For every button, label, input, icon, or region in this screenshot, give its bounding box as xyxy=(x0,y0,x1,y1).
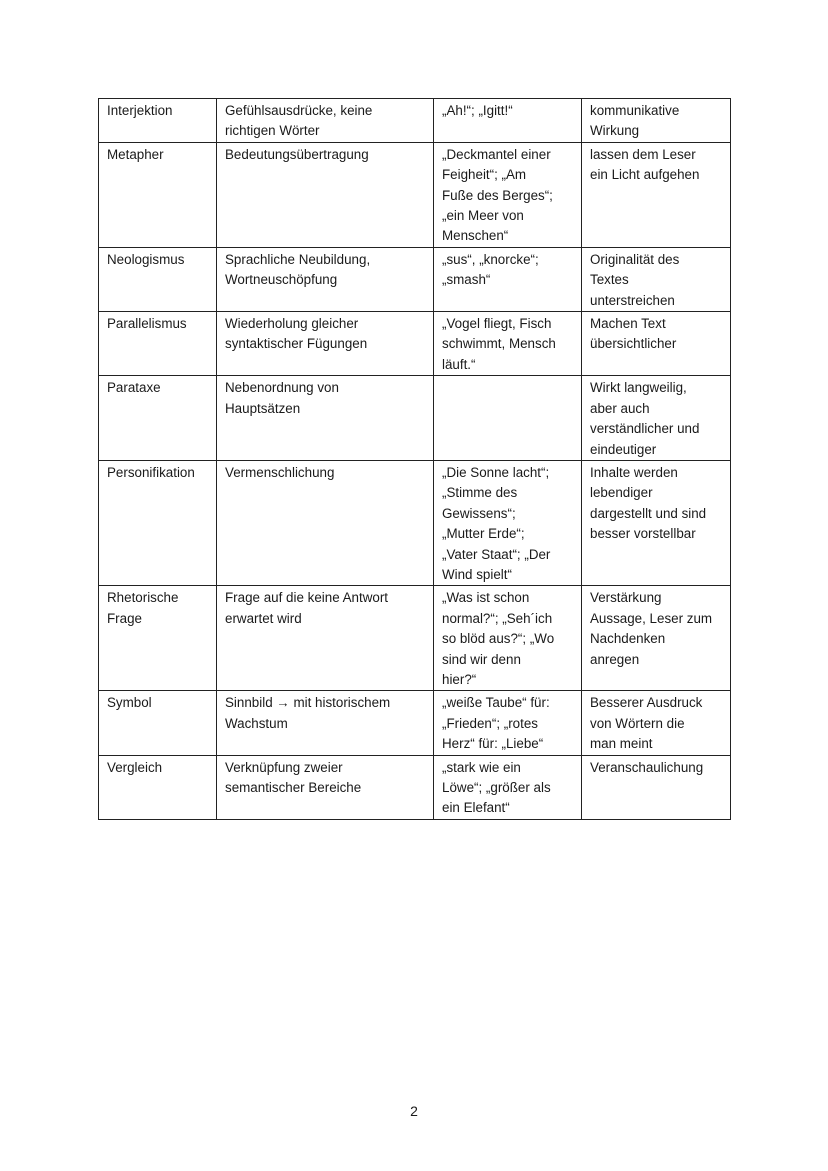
cell-term: Metapher xyxy=(99,142,217,247)
cell-term: Vergleich xyxy=(99,755,217,819)
table-row xyxy=(99,142,731,247)
cell-definition: Sprachliche Neubildung, Wortneuschöpfung xyxy=(217,247,434,311)
cell-definition: Gefühlsausdrücke, keine richtigen Wörter xyxy=(217,99,434,143)
table-row xyxy=(99,99,731,143)
cell-term: Personifikation xyxy=(99,460,217,585)
cell-definition: Nebenordnung von Hauptsätzen xyxy=(217,376,434,461)
cell-example: „Vogel fliegt, Fisch schwimmt, Mensch läuft.“ xyxy=(434,312,582,376)
cell-definition: Vermenschlichung xyxy=(217,460,434,585)
cell-example: „Was ist schon normal?“; „Seh´ich so blöd aus?“; „Wo sind wir denn hier?“ xyxy=(434,586,582,691)
cell-term: Rhetorische Frage xyxy=(99,586,217,691)
cell-example: „Ah!“; „Igitt!“ xyxy=(434,99,582,143)
page-number: 2 xyxy=(410,1103,418,1119)
cell-effect: Inhalte werden lebendiger dargestellt und sind besser vorstellbar xyxy=(582,460,731,585)
table-row xyxy=(99,312,731,376)
cell-effect: Veranschaulichung xyxy=(582,755,731,819)
table-row xyxy=(99,376,731,461)
cell-effect: Besserer Ausdruck von Wörtern die man meint xyxy=(582,691,731,755)
table-row xyxy=(99,755,731,819)
cell-effect: Machen Text übersichtlicher xyxy=(582,312,731,376)
cell-definition: Wiederholung gleicher syntaktischer Fügungen xyxy=(217,312,434,376)
cell-definition: Bedeutungsübertragung xyxy=(217,142,434,247)
cell-term: Interjektion xyxy=(99,99,217,143)
cell-example: „stark wie ein Löwe“; „größer als ein Elefant“ xyxy=(434,755,582,819)
cell-effect: lassen dem Leser ein Licht aufgehen xyxy=(582,142,731,247)
stylistic-devices-table xyxy=(98,98,731,820)
cell-example: „sus“, „knorcke“; „smash“ xyxy=(434,247,582,311)
cell-term: Neologismus xyxy=(99,247,217,311)
cell-effect: Verstärkung Aussage, Leser zum Nachdenken anregen xyxy=(582,586,731,691)
cell-example: „Die Sonne lacht“; „Stimme des Gewissens“; „Mutter Erde“; „Vater Staat“; „Der Wind spielt“ xyxy=(434,460,582,585)
table-row xyxy=(99,460,731,585)
cell-definition: Sinnbild → mit historischem Wachstum xyxy=(217,691,434,755)
table-row xyxy=(99,586,731,691)
cell-effect: kommunikative Wirkung xyxy=(582,99,731,143)
cell-example: „Deckmantel einer Feigheit“; „Am Fuße des Berges“; „ein Meer von Menschen“ xyxy=(434,142,582,247)
cell-example: „weiße Taube“ für: „Frieden“; „rotes Herz“ für: „Liebe“ xyxy=(434,691,582,755)
table-row xyxy=(99,691,731,755)
cell-effect: Originalität des Textes unterstreichen xyxy=(582,247,731,311)
cell-effect: Wirkt langweilig, aber auch verständlicher und eindeutiger xyxy=(582,376,731,461)
cell-term: Symbol xyxy=(99,691,217,755)
table-row xyxy=(99,247,731,311)
cell-term: Parallelismus xyxy=(99,312,217,376)
cell-definition: Verknüpfung zweier semantischer Bereiche xyxy=(217,755,434,819)
cell-example xyxy=(434,376,582,461)
cell-definition: Frage auf die keine Antwort erwartet wird xyxy=(217,586,434,691)
cell-term: Parataxe xyxy=(99,376,217,461)
